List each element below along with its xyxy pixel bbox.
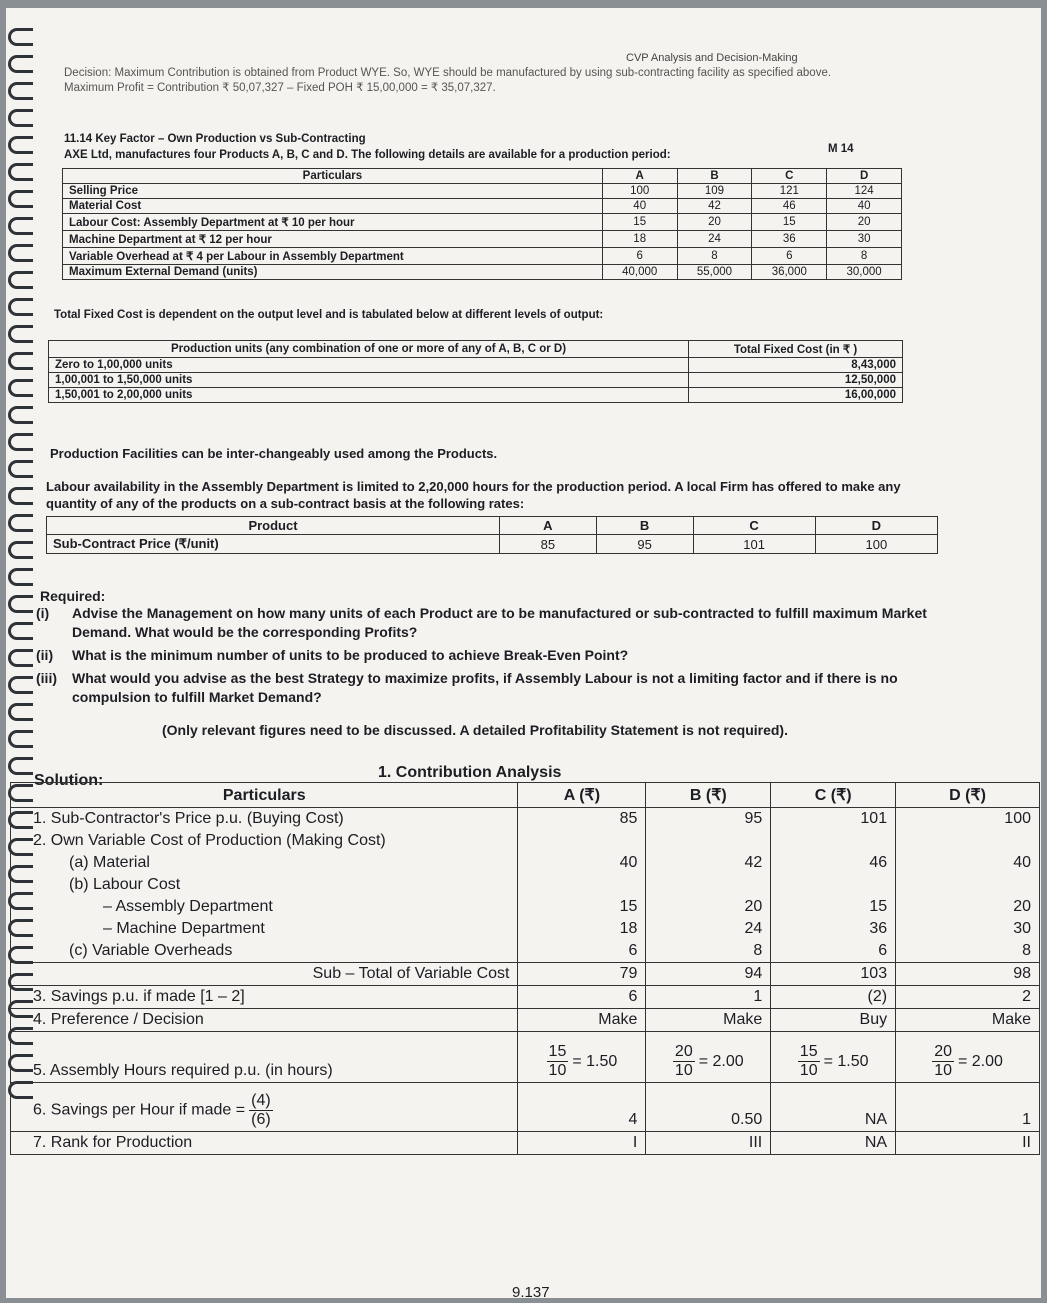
fixed-cost-table [48,340,903,403]
solution-cell: 85 [518,808,646,831]
spiral-ring [8,136,33,154]
table-cell: 6 [752,248,827,265]
table-cell: 40 [602,199,677,214]
solution-row [11,940,1040,963]
table1-header-a: A [602,169,677,184]
table-cell: 15 [602,214,677,231]
page-number: 9.137 [512,1284,550,1298]
solution-cell: 1 [896,1083,1040,1132]
solution-cell: 30 [896,918,1040,940]
units-range: 1,00,001 to 1,50,000 units [49,373,689,388]
question-text: What is the minimum number of units to be produced to achieve Break-Even Point? [72,647,629,663]
fraction-numerator: 15 [548,1043,567,1060]
solution-row-label: – Assembly Department [11,896,518,918]
table1-header-particulars: Particulars [63,169,603,184]
hours-value: = 1.50 [572,1052,618,1070]
solution-cell: II [896,1132,1040,1155]
solution-cell [771,874,896,896]
spiral-ring [8,379,33,397]
spiral-ring [8,406,33,424]
running-header: CVP Analysis and Decision-Making [626,52,798,64]
solution-cell: 98 [896,963,1040,986]
table-cell: 40,000 [602,265,677,280]
solution-cell: I [518,1132,646,1155]
particulars-header: Particulars [11,783,518,808]
spiral-ring [8,568,33,586]
fixed-cost-value: 12,50,000 [689,373,903,388]
spiral-ring [8,433,33,451]
table2-header-units: Production units (any combination of one or more of any of A, B, C or D) [49,341,689,358]
table3-price-d: 100 [815,535,937,554]
solution-cell: 6 [518,986,646,1009]
table3-price-a: 85 [500,535,597,554]
solution-cell: 95 [646,808,771,831]
solution-cell: 15 [518,896,646,918]
solution-cell: 6 [771,940,896,963]
solution-cell [771,830,896,852]
table-cell: 40 [827,199,902,214]
solution-cell [896,874,1040,896]
solution-cell: III [646,1132,771,1155]
solution-cell: 36 [771,918,896,940]
spiral-ring [8,622,33,640]
solution-cell: 40 [896,852,1040,874]
spiral-ring [8,190,33,208]
question-no: (i) [36,605,50,621]
solution-row [11,896,1040,918]
hours-value: = 2.00 [698,1052,744,1070]
table-cell: 36 [752,231,827,248]
col-header-a: A (₹) [518,783,646,808]
solution-cell: 20 [646,896,771,918]
fraction-denominator: 10 [674,1062,693,1079]
spiral-ring [8,82,33,100]
table-cell: 30,000 [827,265,902,280]
solution-cell: 18 [518,918,646,940]
fraction-denominator: (6) [251,1111,271,1128]
solution-table-title: 1. Contribution Analysis [378,764,562,781]
solution-cell [771,1032,896,1083]
solution-cell: 0.50 [646,1083,771,1132]
fraction-numerator: 20 [674,1043,693,1060]
spiral-ring [8,271,33,289]
table2-header-cost: Total Fixed Cost (in ₹ ) [689,341,903,358]
solution-row [11,874,1040,896]
table-cell: 36,000 [752,265,827,280]
fraction-denominator: 10 [799,1062,818,1079]
table3-price-c: 101 [693,535,815,554]
labour-text: Labour availability in the Assembly Department is limited to 2,20,000 hours for the production period. A local Firm has offered to make any quantity of any of the products on a sub-contract basis at the following rates: [46,479,901,511]
solution-cell: 103 [771,963,896,986]
solution-cell: NA [771,1132,896,1155]
solution-cell [518,830,646,852]
solution-row-label: 1. Sub-Contractor's Price p.u. (Buying Cost) [11,808,518,831]
problem-tag: M 14 [828,143,854,155]
spiral-ring [8,703,33,721]
solution-cell: Make [518,1009,646,1032]
hours-value: = 2.00 [957,1052,1003,1070]
table-cell: 18 [602,231,677,248]
table3-row-label: Sub-Contract Price (₹/unit) [47,535,500,554]
solution-row [11,830,1040,852]
fraction-denominator: 10 [934,1062,952,1079]
solution-row [11,852,1040,874]
table-cell: 121 [752,184,827,199]
row-label: Material Cost [63,199,603,214]
solution-row-label: 2. Own Variable Cost of Production (Making Cost) [11,830,518,852]
solution-cell: NA [771,1083,896,1132]
solution-row [11,986,1040,1009]
solution-cell: 2 [896,986,1040,1009]
solution-row-label [11,1083,518,1132]
required-label: Required: [40,588,106,604]
table-cell: 42 [677,199,752,214]
solution-row [11,1132,1040,1155]
spiral-ring [8,649,33,667]
spiral-ring [8,730,33,748]
row-label: Selling Price [63,184,603,199]
spiral-ring [8,676,33,694]
solution-cell [518,1032,646,1083]
spiral-ring [8,595,33,613]
table-row [63,199,902,214]
spiral-ring [8,298,33,316]
decision-paragraph: Decision: Maximum Contribution is obtained from Product WYE. So, WYE should be manufactured by using sub-contracting facility as specified above. Maximum Profit = Contribution ₹ 50,07,327 – Fixed POH ₹ 15,00,000 = ₹ 35,07,327. [64,67,832,94]
hours-fraction [798,1043,820,1080]
solution-row-label: 5. Assembly Hours required p.u. (in hours) [11,1032,518,1083]
hours-fraction [932,1043,954,1080]
spiral-ring [8,460,33,478]
row-label: Labour Cost: Assembly Department at ₹ 10 per hour [63,214,603,231]
solution-row [11,963,1040,986]
spiral-ring [8,325,33,343]
solution-cell: (2) [771,986,896,1009]
solution-cell [896,830,1040,852]
solution-cell: 20 [896,896,1040,918]
note-text: (Only relevant figures need to be discussed. A detailed Profitability Statement is not required). [162,722,788,738]
savings-per-hour-label: 6. Savings per Hour if made = [33,1101,246,1119]
question-no: (ii) [36,647,54,663]
question-i [36,604,941,642]
solution-cell: 94 [646,963,771,986]
solution-row-label: (c) Variable Overheads [11,940,518,963]
table3-header-product: Product [47,517,500,535]
table-cell: 20 [827,214,902,231]
solution-label: Solution: [34,772,104,789]
question-text: What would you advise as the best Strategy to maximize profits, if Assembly Labour is not a limiting factor and if there is no compulsion to fulfill Market Demand? [72,670,898,705]
subcontract-table [46,516,938,554]
solution-cell: 100 [896,808,1040,831]
solution-cell: 24 [646,918,771,940]
table3-price-b: 95 [596,535,693,554]
table-cell: 46 [752,199,827,214]
solution-cell [518,874,646,896]
fraction-denominator: 10 [548,1062,567,1079]
table1-header-d: D [827,169,902,184]
solution-cell: 40 [518,852,646,874]
solution-cell [646,1032,771,1083]
table-cell: 15 [752,214,827,231]
solution-cell: 8 [646,940,771,963]
table-cell: 30 [827,231,902,248]
table3-header-c: C [693,517,815,535]
table-row [49,358,903,373]
fixed-cost-value: 16,00,000 [689,388,903,403]
spiral-ring [8,757,33,775]
solution-cell: Buy [771,1009,896,1032]
book-page [6,8,1041,1298]
table-cell: 55,000 [677,265,752,280]
table-cell: 8 [827,248,902,265]
table-cell: 24 [677,231,752,248]
question-no: (iii) [36,670,57,686]
solution-row-label: 3. Savings p.u. if made [1 – 2] [11,986,518,1009]
hours-fraction [673,1043,695,1080]
hours-fraction [547,1043,569,1080]
col-header-d: D (₹) [896,783,1040,808]
solution-row [11,808,1040,831]
problem-intro: AXE Ltd, manufactures four Products A, B, C and D. The following details are available for a production period: [64,149,671,161]
table-cell: 100 [602,184,677,199]
table-row [63,248,902,265]
table-cell: 20 [677,214,752,231]
solution-cell: 101 [771,808,896,831]
fixed-cost-intro: Total Fixed Cost is dependent on the output level and is tabulated below at different levels of output: [54,309,604,321]
col-header-c: C (₹) [771,783,896,808]
table1-header-b: B [677,169,752,184]
table-row [49,388,903,403]
units-range: Zero to 1,00,000 units [49,358,689,373]
solution-cell: 6 [518,940,646,963]
table-row [49,373,903,388]
solution-cell: 8 [896,940,1040,963]
spiral-ring [8,109,33,127]
spiral-ring [8,217,33,235]
table-row [63,184,902,199]
facilities-text: Production Facilities can be inter-changeably used among the Products. [50,446,498,461]
fixed-cost-value: 8,43,000 [689,358,903,373]
solution-row-label: 4. Preference / Decision [11,1009,518,1032]
table-row [63,214,902,231]
solution-row [11,918,1040,940]
hours-value: = 1.50 [823,1052,869,1070]
solution-row [11,1032,1040,1083]
questions-list [36,604,941,707]
table3-header-a: A [500,517,597,535]
col-header-b: B (₹) [646,783,771,808]
solution-cell: 1 [646,986,771,1009]
table1-header-c: C [752,169,827,184]
table-cell: 109 [677,184,752,199]
question-iii [36,669,941,707]
row-label: Maximum External Demand (units) [63,265,603,280]
spiral-ring [8,487,33,505]
solution-cell [896,1032,1040,1083]
solution-cell [646,874,771,896]
table-row [63,265,902,280]
solution-row-label: Sub – Total of Variable Cost [11,963,518,986]
solution-cell: Make [896,1009,1040,1032]
row-label: Machine Department at ₹ 12 per hour [63,231,603,248]
fraction-numerator: 20 [934,1043,952,1060]
table3-header-b: B [596,517,693,535]
solution-row [11,1083,1040,1132]
table-cell: 124 [827,184,902,199]
table3-header-d: D [815,517,937,535]
solution-cell [646,830,771,852]
fraction-numerator: 15 [799,1043,818,1060]
solution-cell: 4 [518,1083,646,1132]
table-cell: 6 [602,248,677,265]
table-row [63,231,902,248]
spiral-ring [8,541,33,559]
solution-cell: 46 [771,852,896,874]
fraction-numerator: (4) [251,1092,271,1109]
table-cell: 8 [677,248,752,265]
spiral-ring [8,514,33,532]
savings-per-hour-fraction [249,1092,273,1129]
spiral-ring [8,55,33,73]
solution-row-label: (a) Material [11,852,518,874]
solution-cell: 79 [518,963,646,986]
solution-row-label: (b) Labour Cost [11,874,518,896]
question-ii [36,646,941,665]
solution-row-label: – Machine Department [11,918,518,940]
spiral-ring [8,163,33,181]
solution-cell: Make [646,1009,771,1032]
contribution-analysis-table [10,782,1040,1155]
solution-cell: 42 [646,852,771,874]
solution-row [11,1009,1040,1032]
solution-row-label: 7. Rank for Production [11,1132,518,1155]
problem-title: 11.14 Key Factor – Own Production vs Sub-Contracting [64,133,366,145]
cost-details-table [62,168,902,280]
units-range: 1,50,001 to 2,00,000 units [49,388,689,403]
spiral-ring [8,352,33,370]
question-text: Advise the Management on how many units of each Product are to be manufactured or sub-contracted to fulfill maximum Market Demand. What would be the corresponding Profits? [72,605,927,640]
spiral-ring [8,28,33,46]
row-label: Variable Overhead at ₹ 4 per Labour in Assembly Department [63,248,603,265]
spiral-ring [8,244,33,262]
solution-cell: 15 [771,896,896,918]
